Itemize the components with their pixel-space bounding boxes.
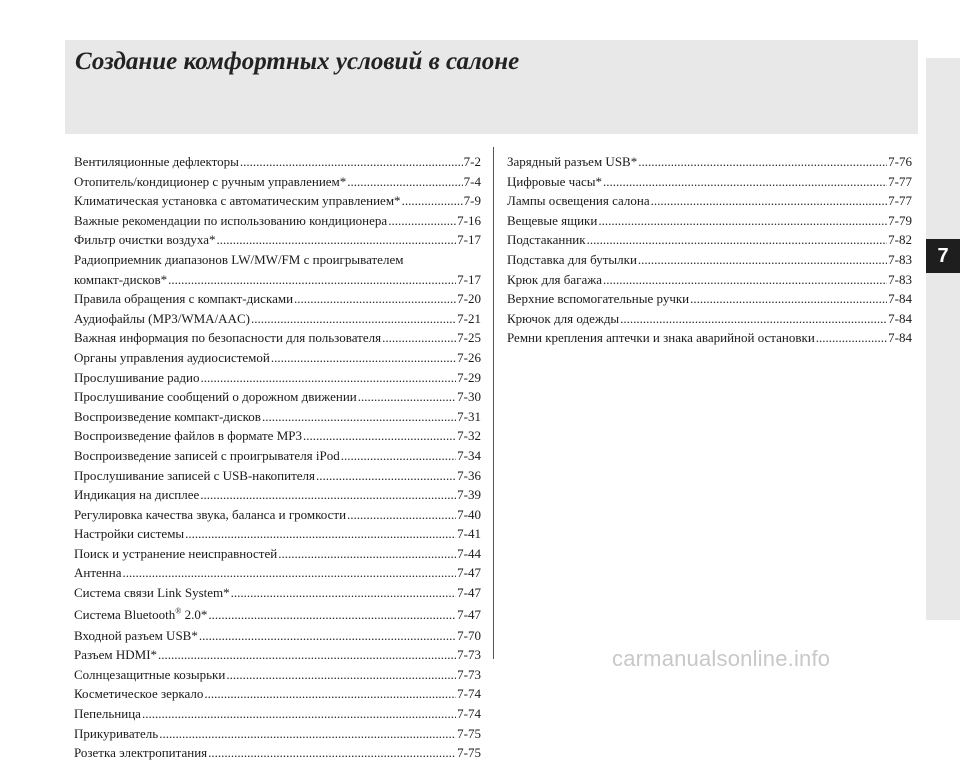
column-divider bbox=[493, 147, 494, 659]
toc-entry[interactable] bbox=[74, 645, 481, 665]
toc-left-column bbox=[74, 152, 481, 763]
toc-entry-title: Климатическая установка с автоматическим управлением* bbox=[74, 193, 401, 209]
toc-page-number: 7-30 bbox=[457, 389, 481, 405]
toc-leader-dots bbox=[347, 172, 462, 192]
toc-entry[interactable] bbox=[74, 603, 481, 626]
toc-entry-title: Воспроизведение файлов в формате MP3 bbox=[74, 428, 302, 444]
toc-entry[interactable] bbox=[74, 191, 481, 211]
toc-entry[interactable] bbox=[74, 466, 481, 486]
toc-page-number: 7-75 bbox=[457, 745, 481, 761]
toc-entry-title: Система связи Link System* bbox=[74, 585, 230, 601]
toc-entry-title: Лампы освещения салона bbox=[507, 193, 650, 209]
toc-page-number: 7-16 bbox=[457, 212, 481, 228]
toc-entry[interactable] bbox=[74, 704, 481, 724]
toc-page-number: 7-25 bbox=[457, 330, 481, 346]
toc-page-number: 7-47 bbox=[457, 585, 481, 601]
toc-leader-dots bbox=[200, 485, 456, 505]
toc-leader-dots bbox=[690, 289, 887, 309]
toc-entry-title: Вещевые ящики bbox=[507, 212, 598, 228]
toc-page-number: 7-34 bbox=[457, 447, 481, 463]
toc-entry-title: Радиоприемник диапазонов LW/MW/FM с проигрывателем bbox=[74, 251, 404, 267]
toc-entry-title: Воспроизведение компакт-дисков bbox=[74, 408, 261, 424]
toc-leader-dots bbox=[159, 724, 456, 744]
toc-entry[interactable] bbox=[74, 348, 481, 368]
toc-page-number: 7-41 bbox=[457, 526, 481, 542]
toc-page-number: 7-84 bbox=[888, 310, 912, 326]
toc-page-number: 7-36 bbox=[457, 467, 481, 483]
toc-entry-title: Система Bluetooth® 2.0* bbox=[74, 606, 208, 622]
chapter-side-tab bbox=[926, 58, 960, 620]
toc-leader-dots bbox=[199, 626, 456, 646]
toc-leader-dots bbox=[142, 704, 456, 724]
toc-page-number: 7-83 bbox=[888, 251, 912, 267]
toc-page-number: 7-74 bbox=[457, 686, 481, 702]
toc-page-number: 7-76 bbox=[888, 154, 912, 169]
toc-entry-title: Подставка для бутылки bbox=[507, 251, 637, 267]
toc-page-number: 7-40 bbox=[457, 506, 481, 522]
toc-entry-title: Настройки системы bbox=[74, 526, 185, 542]
toc-page-number: 7-21 bbox=[457, 310, 481, 326]
toc-leader-dots bbox=[620, 309, 887, 329]
section-header bbox=[65, 40, 918, 134]
toc-entry-title: Важная информация по безопасности для пользователя bbox=[74, 330, 382, 346]
toc-entry-title: Воспроизведение записей с проигрывателя iPod bbox=[74, 447, 340, 463]
toc-entry[interactable] bbox=[507, 172, 912, 192]
toc-entry[interactable] bbox=[74, 665, 481, 685]
toc-page-number: 7-17 bbox=[457, 271, 481, 287]
toc-page-number: 7-29 bbox=[457, 369, 481, 385]
toc-entry[interactable] bbox=[74, 250, 481, 270]
toc-entry[interactable] bbox=[507, 289, 912, 309]
toc-entry[interactable] bbox=[74, 309, 481, 329]
toc-entry[interactable] bbox=[74, 485, 481, 505]
toc-leader-dots bbox=[262, 407, 456, 427]
toc-entry[interactable] bbox=[74, 626, 481, 646]
toc-leader-dots bbox=[204, 684, 456, 704]
chapter-number-badge: 7 bbox=[926, 239, 960, 273]
toc-leader-dots bbox=[651, 191, 888, 211]
toc-entry-title: Прикуриватель bbox=[74, 725, 159, 741]
toc-leader-dots bbox=[122, 563, 456, 583]
toc-leader-dots bbox=[816, 328, 887, 348]
toc-page-number: 7-39 bbox=[457, 487, 481, 503]
toc-entry-title: Прослушивание записей с USB-накопителя bbox=[74, 467, 316, 483]
toc-leader-dots bbox=[217, 230, 457, 250]
toc-page-number: 7-31 bbox=[457, 408, 481, 424]
toc-page-number: 7-77 bbox=[888, 193, 912, 209]
toc-entry-title: Индикация на дисплее bbox=[74, 487, 200, 503]
toc-page-number: 7-84 bbox=[888, 291, 912, 307]
toc-page-number: 7-47 bbox=[457, 565, 481, 581]
toc-leader-dots bbox=[598, 211, 887, 231]
toc-leader-dots bbox=[185, 524, 456, 544]
toc-entry[interactable] bbox=[74, 563, 481, 583]
toc-leader-dots bbox=[603, 172, 887, 192]
section-title: Создание комфортных условий в салоне bbox=[75, 48, 520, 75]
toc-entry-title: Верхние вспомогательные ручки bbox=[507, 291, 690, 307]
toc-leader-dots bbox=[638, 152, 887, 172]
toc-leader-dots bbox=[303, 426, 456, 446]
toc-page-number: 7-2 bbox=[463, 154, 481, 169]
toc-entry-title: компакт-дисков* bbox=[74, 271, 168, 287]
toc-entry-title: Прослушивание радио bbox=[74, 369, 200, 385]
toc-page-number: 7-47 bbox=[457, 606, 481, 622]
toc-entry-title: Аудиофайлы (MP3/WMA/AAC) bbox=[74, 310, 250, 326]
toc-leader-dots bbox=[200, 368, 456, 388]
toc-right-column bbox=[507, 152, 912, 348]
toc-entry-title: Органы управления аудиосистемой bbox=[74, 349, 270, 365]
toc-entry[interactable] bbox=[74, 289, 481, 309]
toc-leader-dots bbox=[638, 250, 887, 270]
toc-page-number: 7-82 bbox=[888, 232, 912, 248]
toc-leader-dots bbox=[388, 211, 456, 231]
toc-leader-dots bbox=[603, 270, 887, 290]
toc-leader-dots bbox=[168, 270, 456, 290]
toc-entry-title: Правила обращения с компакт-дисками bbox=[74, 291, 294, 307]
toc-entry-title: Розетка электропитания bbox=[74, 745, 208, 761]
toc-entry-title: Разъем HDMI* bbox=[74, 647, 158, 663]
toc-entry-title: Зарядный разъем USB* bbox=[507, 154, 638, 169]
toc-entry-title: Регулировка качества звука, баланса и громкости bbox=[74, 506, 347, 522]
toc-page-number: 7-83 bbox=[888, 271, 912, 287]
toc-entry[interactable] bbox=[74, 387, 481, 407]
toc-leader-dots bbox=[226, 665, 456, 685]
toc-page-number: 7-79 bbox=[888, 212, 912, 228]
toc-leader-dots bbox=[231, 583, 457, 603]
toc-entry-title: Солнцезащитные козырьки bbox=[74, 666, 226, 682]
toc-entry-title: Пепельница bbox=[74, 706, 141, 722]
toc-leader-dots bbox=[251, 309, 456, 329]
toc-entry-title: Антенна bbox=[74, 565, 122, 581]
toc-entry[interactable] bbox=[74, 270, 481, 290]
toc-leader-dots bbox=[341, 446, 456, 466]
toc-page-number: 7-4 bbox=[463, 173, 481, 189]
toc-entry[interactable] bbox=[74, 407, 481, 427]
toc-entry-title: Косметическое зеркало bbox=[74, 686, 204, 702]
toc-entry[interactable] bbox=[74, 328, 481, 348]
toc-entry[interactable] bbox=[74, 426, 481, 446]
toc-entry[interactable] bbox=[74, 211, 481, 231]
toc-entry[interactable] bbox=[74, 583, 481, 603]
toc-page-number: 7-75 bbox=[457, 725, 481, 741]
toc-entry-title: Поиск и устранение неисправностей bbox=[74, 545, 278, 561]
toc-entry[interactable] bbox=[74, 505, 481, 525]
toc-leader-dots bbox=[240, 152, 463, 172]
toc-entry[interactable] bbox=[74, 743, 481, 763]
toc-entry[interactable] bbox=[74, 446, 481, 466]
watermark: carmanualsonline.info bbox=[612, 646, 831, 671]
toc-entry[interactable] bbox=[74, 524, 481, 544]
toc-entry-title: Подстаканник bbox=[507, 232, 586, 248]
toc-entry[interactable] bbox=[507, 250, 912, 270]
toc-leader-dots bbox=[208, 603, 456, 626]
toc-entry[interactable] bbox=[74, 724, 481, 744]
toc-entry-title: Ремни крепления аптечки и знака аварийной остановки bbox=[507, 330, 815, 346]
toc-entry[interactable] bbox=[507, 211, 912, 231]
toc-entry[interactable] bbox=[507, 191, 912, 211]
toc-leader-dots bbox=[294, 289, 456, 309]
toc-page-number: 7-77 bbox=[888, 173, 912, 189]
toc-entry[interactable] bbox=[507, 309, 912, 329]
toc-entry[interactable] bbox=[74, 152, 481, 172]
toc-entry-title: Крючок для одежды bbox=[507, 310, 620, 326]
toc-page-number: 7-20 bbox=[457, 291, 481, 307]
toc-page-number: 7-44 bbox=[457, 545, 481, 561]
toc-page-number: 7-74 bbox=[457, 706, 481, 722]
toc-entry-title: Крюк для багажа bbox=[507, 271, 603, 287]
toc-leader-dots bbox=[271, 348, 456, 368]
toc-leader-dots bbox=[208, 743, 456, 763]
toc-page-number: 7-73 bbox=[457, 647, 481, 663]
toc-entry[interactable] bbox=[74, 684, 481, 704]
toc-entry[interactable] bbox=[74, 368, 481, 388]
toc-entry[interactable] bbox=[74, 544, 481, 564]
toc-entry[interactable] bbox=[507, 328, 912, 348]
toc-page-number: 7-84 bbox=[888, 330, 912, 346]
toc-page-number: 7-9 bbox=[463, 193, 481, 209]
toc-leader-dots bbox=[316, 466, 456, 486]
toc-entry[interactable] bbox=[507, 152, 912, 172]
toc-entry[interactable] bbox=[507, 270, 912, 290]
toc-page-number: 7-32 bbox=[457, 428, 481, 444]
toc-entry-title: Прослушивание сообщений о дорожном движении bbox=[74, 389, 357, 405]
toc-entry-title: Вентиляционные дефлекторы bbox=[74, 154, 239, 169]
toc-entry-title: Фильтр очистки воздуха* bbox=[74, 232, 216, 248]
toc-page-number: 7-17 bbox=[457, 232, 481, 248]
toc-leader-dots bbox=[587, 230, 888, 250]
toc-entry-title: Важные рекомендации по использованию кондиционера bbox=[74, 212, 388, 228]
toc-leader-dots bbox=[402, 191, 463, 211]
toc-page-number: 7-73 bbox=[457, 666, 481, 682]
toc-page-number: 7-70 bbox=[457, 627, 481, 643]
toc-leader-dots bbox=[158, 645, 456, 665]
toc-page-number: 7-26 bbox=[457, 349, 481, 365]
toc-leader-dots bbox=[358, 387, 456, 407]
toc-entry[interactable] bbox=[74, 230, 481, 250]
toc-entry-title: Отопитель/кондиционер с ручным управлением* bbox=[74, 173, 347, 189]
toc-entry[interactable] bbox=[507, 230, 912, 250]
toc-leader-dots bbox=[382, 328, 456, 348]
toc-entry[interactable] bbox=[74, 172, 481, 192]
toc-leader-dots bbox=[278, 544, 456, 564]
toc-entry-title: Цифровые часы* bbox=[507, 173, 602, 189]
toc-leader-dots bbox=[347, 505, 456, 525]
toc-entry-title: Входной разъем USB* bbox=[74, 627, 198, 643]
